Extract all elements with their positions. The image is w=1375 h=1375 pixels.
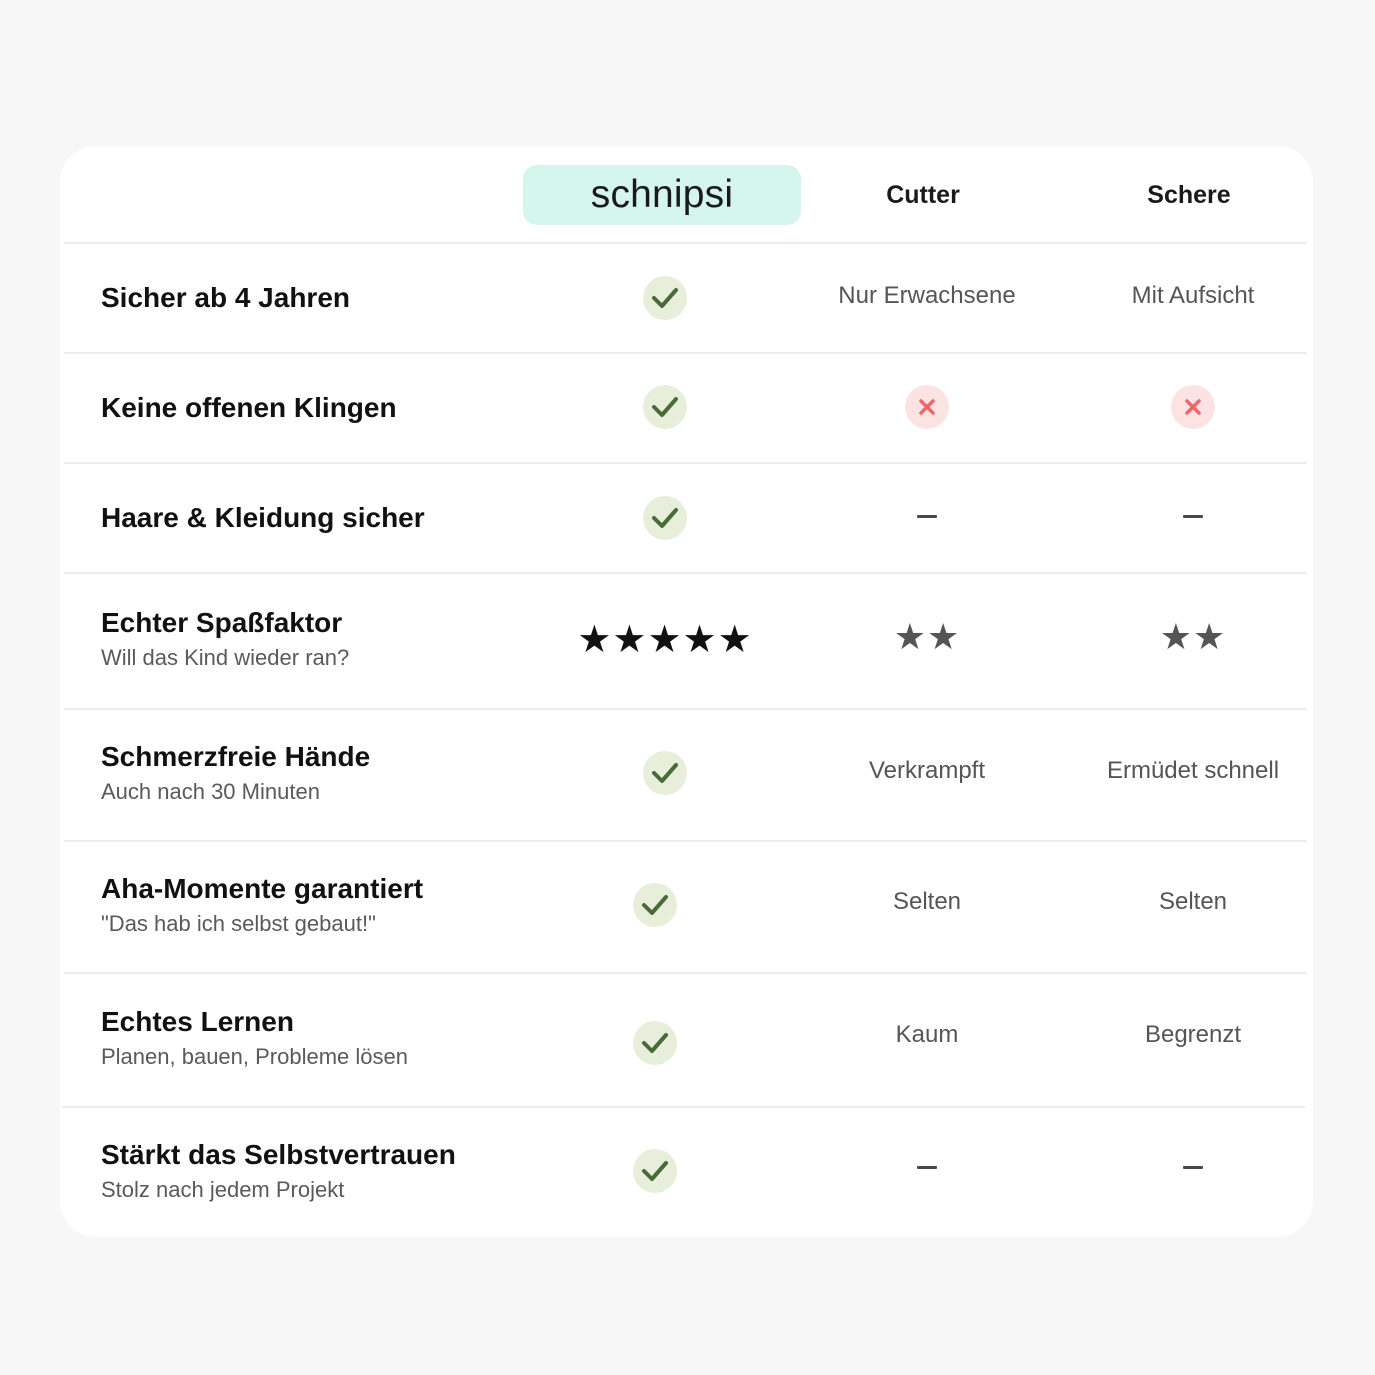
feature-title: Haare & Kleidung sicher: [101, 502, 425, 533]
schnipsi-cell: [522, 974, 788, 1112]
check-icon: [643, 496, 687, 540]
star-rating: ★★: [893, 616, 961, 658]
cutter-cell: [794, 1108, 1060, 1226]
schnipsi-cell: [532, 710, 798, 836]
cutter-cell: Kaum: [895, 1021, 959, 1048]
cross-icon: [905, 385, 949, 429]
schere-cell: Ermüdet schnell: [1106, 757, 1280, 784]
check-icon: [643, 276, 687, 320]
table-row: [64, 972, 1307, 1108]
feature-title: Echtes Lernen: [101, 1006, 294, 1037]
schere-cell: [1060, 354, 1326, 460]
feature-subtitle: "Das hab ich selbst gebaut!": [101, 911, 376, 936]
cross-icon: [1171, 385, 1215, 429]
check-icon: [633, 1021, 677, 1065]
schnipsi-cell: [532, 464, 798, 572]
feature-cell: [101, 354, 397, 462]
feature-cell: [101, 244, 350, 352]
table-header: [60, 146, 1313, 243]
cutter-cell: Nur Erwachsene: [838, 282, 1016, 309]
schere-rating: [1060, 574, 1326, 700]
feature-subtitle: Will das Kind wieder ran?: [101, 645, 350, 670]
dash-icon: [1183, 515, 1203, 518]
schere-cell: Mit Aufsicht: [1131, 282, 1255, 309]
cutter-cell: Verkrampft: [868, 757, 986, 784]
cutter-rating: [794, 574, 1060, 700]
dash-icon: [1183, 1166, 1203, 1169]
table-row: [64, 462, 1307, 572]
schere-cell: [1060, 464, 1326, 568]
dash-icon: [917, 515, 937, 518]
feature-cell: [101, 1108, 456, 1234]
table-row: [64, 242, 1307, 352]
comparison-card: [60, 146, 1313, 1237]
feature-subtitle: Auch nach 30 Minuten: [101, 779, 320, 804]
feature-cell: [101, 464, 425, 572]
schnipsi-cell: [522, 1108, 788, 1234]
check-icon: [643, 751, 687, 795]
schnipsi-cell: [522, 842, 788, 968]
check-icon: [643, 385, 687, 429]
schere-cell: Selten: [1158, 888, 1228, 915]
cutter-cell: Selten: [892, 888, 962, 915]
feature-title: Stärkt das Selbstvertrauen: [101, 1139, 456, 1170]
feature-subtitle: Stolz nach jedem Projekt: [101, 1177, 345, 1202]
check-icon: [633, 883, 677, 927]
schere-cell: [1060, 1108, 1326, 1226]
table-row: [62, 1106, 1305, 1236]
schere-cell: Begrenzt: [1144, 1021, 1242, 1048]
table-row: [64, 352, 1307, 462]
schnipsi-cell: [532, 244, 798, 352]
feature-title: Schmerzfreie Hände: [101, 741, 371, 772]
table-row: [64, 840, 1307, 972]
star-rating: ★★: [1159, 616, 1227, 658]
schnipsi-rating: [532, 574, 798, 704]
cutter-cell: [794, 354, 1060, 460]
table-row: [64, 572, 1307, 708]
cutter-column-header: Cutter: [886, 180, 960, 209]
dash-icon: [917, 1166, 937, 1169]
feature-title: Echter Spaßfaktor: [101, 607, 343, 638]
cutter-cell: [794, 464, 1060, 568]
brand-column-header: schnipsi: [523, 165, 801, 225]
feature-cell: [101, 974, 408, 1102]
schere-column-header: Schere: [1147, 180, 1231, 209]
feature-title: Aha-Momente garantiert: [101, 873, 424, 904]
star-rating: ★★★★★: [577, 617, 753, 661]
schnipsi-cell: [532, 354, 798, 460]
feature-title: Keine offenen Klingen: [101, 392, 397, 423]
feature-cell: [101, 574, 349, 704]
check-icon: [633, 1149, 677, 1193]
feature-cell: [101, 710, 370, 836]
table-row: [64, 708, 1307, 840]
feature-cell: [101, 842, 423, 968]
feature-subtitle: Planen, bauen, Probleme lösen: [101, 1044, 408, 1069]
feature-title: Sicher ab 4 Jahren: [101, 282, 351, 313]
